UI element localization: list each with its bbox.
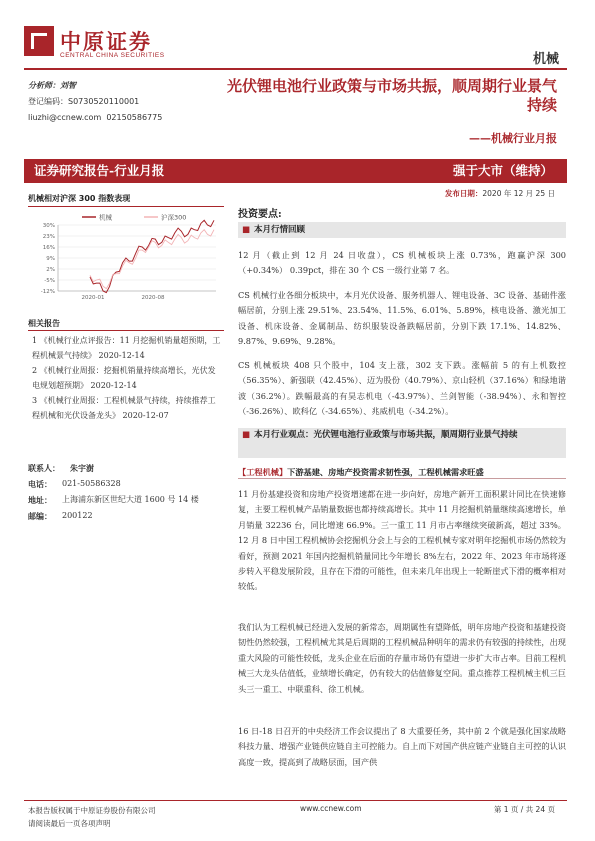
paragraph-5: 我们认为工程机械已经进入发展的新常态，周期属性有望降低，明年房地产投资和基建投资韧性仍然较强，工程机械尤其是后周期的工程机械品种明年的需求仍有较强的持续性，出现重大风险的可能性较低，龙头企业在后面的存量市场仍有望进一步扩大市占率。目前工程机械三大龙头估值低，业绩增长确定，仍有较大的估值修复空间。重点推荐工程机械主机三巨头三一重工、中联重科、徐工机械。 — [238, 622, 566, 694]
analyst-phone: 02150586775 — [106, 113, 163, 122]
analyst-email[interactable]: liuzhi@ccnew.com — [28, 113, 102, 122]
y-tick-label: 16% — [42, 245, 55, 251]
analyst-reg-label: 登记编码： — [28, 97, 68, 106]
paragraph-6: 16 日-18 日召开的中央经济工作会议提出了 8 大重要任务，其中前 2 个就是强化国家战略科技力量、增强产业链供应链自主可控能力。自上而下对国产供应链产业链自主可控的认识高度一致，提高到了战略层面，国产供 — [238, 726, 567, 767]
contact-zip: 200122 — [62, 511, 93, 520]
rating: 强于大市（维持） — [452, 163, 553, 178]
y-tick-label: 2% — [46, 267, 55, 273]
analyst-info — [28, 78, 162, 126]
series-line-machinery — [90, 220, 214, 292]
legend-label: 机械 — [99, 213, 112, 222]
related-reports-list — [32, 333, 222, 423]
footer-website[interactable]: www.ccnew.com — [300, 804, 362, 813]
publish-date-label: 发布日期： — [444, 189, 483, 198]
subsection-tag: 【工程机械】 — [238, 467, 288, 477]
related-report-item[interactable]: 2 《机械行业周报：挖掘机销量持续高增长，光伏发电规划超预期》 2020-12-14 — [32, 366, 216, 390]
company-name-en: CENTRAL CHINA SECURITIES — [60, 52, 165, 59]
investment-highlights-heading: 投资要点: — [238, 209, 282, 220]
report-subtitle: ——机械行业月报 — [469, 132, 557, 145]
subsection-title: 下游基建、房地产投资需求韧性强，工程机械需求旺盛 — [287, 467, 484, 477]
legend-label: 沪深300 — [161, 213, 187, 222]
report-banner — [24, 159, 567, 183]
section-market-review-title: 本月行情回顾 — [254, 225, 306, 235]
analyst-reg-code: S0730520110001 — [68, 97, 140, 106]
header-divider — [24, 68, 567, 70]
chart-title-rule — [28, 206, 224, 207]
subsection-construction-machinery — [238, 465, 566, 479]
section-industry-view-title: 本月行业观点：光伏锂电池行业政策与市场共振，顺周期行业景气持续 — [254, 430, 518, 440]
paragraph-2: CS 机械行业各细分板块中，本月光伏设备、服务机器人、锂电设备、3C 设备、基础件涨幅居前，分别上涨 29.51%、23.54%、11.5%、6.01%、5.89%，核电设备、激光加工设备、机床设备、金属制品、纺织服装设备跌幅居前，分别下跌 17.1%、14.82%、9.87%、9.69%、9.28%。 — [238, 290, 566, 347]
contact-addr-label: 地址： — [28, 495, 52, 505]
footer-notice — [28, 804, 156, 830]
contact-zip-label: 邮编： — [28, 511, 52, 521]
paragraph-4: 11 月份基建投资和房地产投资增速都在进一步向好，房地产新开工面积累计同比在快速修复，主要工程机械产品销量数据也都持续高增长。其中 11 月挖掘机销量继续高速增长，单月销量 32236 台，同比增速 66.9%。三一重工 11 月市占率继续突破新高，超过 33%。12 月 8 日中国工程机械协会挖掘机分会上与会的工程机械专家对明年挖掘机市场仍然较为看好，预测 2021 年国内挖掘机销量同比今年增长 8%左右，2022 年、2023 年市场将逐步转入平稳发展阶段，且存在下滑的可能性，但未来几年出现上一轮断崖式下滑的概率相对较低。 — [238, 489, 566, 592]
industry-tag: 机械 — [532, 52, 559, 67]
related-reports-heading: 相关报告 — [28, 319, 60, 328]
contact-person: 朱宇澍 — [70, 463, 94, 473]
related-reports-rule — [28, 330, 224, 331]
footer-divider — [24, 800, 567, 801]
contact-info — [28, 460, 228, 524]
y-tick-label: 23% — [42, 234, 55, 240]
company-name-cn: 中原证券 — [60, 30, 152, 54]
report-title: 光伏锂电池行业政策与市场共振，顺周期行业景气持续 — [226, 77, 557, 114]
paragraph-3: CS 机械板块 408 只个股中，104 支上涨，302 支下跌。涨幅前 5 的有上机数控（56.35%）、新强联（42.45%）、迈为股份（40.79%）、京山轻机（37.16%）和绿地谐波（36.2%）。跌幅最高的有昊志机电（-43.97%）、兰剑智能（-38.94%）、永和智控（-36.26%）、欧科亿（-34.65%）、兆威机电（-34.2%）。 — [238, 360, 566, 417]
related-report-item[interactable]: 1 《机械行业点评报告：11 月挖掘机销量超预期，工程机械景气持续》 2020-12-14 — [32, 336, 221, 360]
y-tick-label: 9% — [46, 256, 55, 262]
related-report-item[interactable]: 3 《机械行业周报：工程机械景气持续，持续推荐工程机械和光伏设备龙头》 2020-12-07 — [32, 396, 216, 420]
y-tick-label: -12% — [40, 289, 55, 295]
paragraph-1: 12 月（截止到 12 月 24 日收盘），CS 机械板块上涨 0.73%，跑赢沪深 300（+0.34%） 0.39pct，排在 30 个 CS 一级行业第 7 名。 — [238, 250, 566, 276]
contact-person-label: 联系人： — [28, 463, 60, 473]
company-logo-icon — [24, 26, 54, 56]
publish-date — [445, 188, 555, 199]
page-number: 第 1 页 / 共 24 页 — [493, 805, 555, 814]
analyst-name: 刘智 — [60, 81, 76, 90]
x-tick-label: 2020-01 — [81, 295, 105, 301]
x-tick-label: 2020-08 — [141, 295, 165, 301]
publish-date-value: 2020 年 12 月 25 日 — [482, 189, 555, 198]
footer-disclaimer-link[interactable]: 请阅读最后一页各项声明 — [28, 819, 111, 828]
footer-copyright: 本报告版权属于中原证券股份有限公司 — [28, 806, 156, 815]
contact-tel: 021-50586328 — [62, 479, 121, 488]
section-market-review — [238, 222, 566, 238]
relative-performance-chart — [28, 211, 224, 303]
square-bullet-icon: ■ — [242, 225, 251, 235]
contact-addr: 上海浦东新区世纪大道 1600 号 14 楼 — [62, 495, 199, 504]
report-type: 证券研究报告-行业月报 — [34, 163, 165, 178]
square-bullet-icon: ■ — [242, 430, 251, 440]
chart-title: 机械相对沪深 300 指数表现 — [28, 194, 131, 203]
y-tick-label: 30% — [42, 223, 55, 229]
analyst-name-label: 分析师： — [28, 81, 60, 90]
section-industry-view — [238, 428, 566, 458]
contact-tel-label: 电话： — [28, 479, 52, 489]
y-tick-label: -5% — [44, 278, 55, 284]
